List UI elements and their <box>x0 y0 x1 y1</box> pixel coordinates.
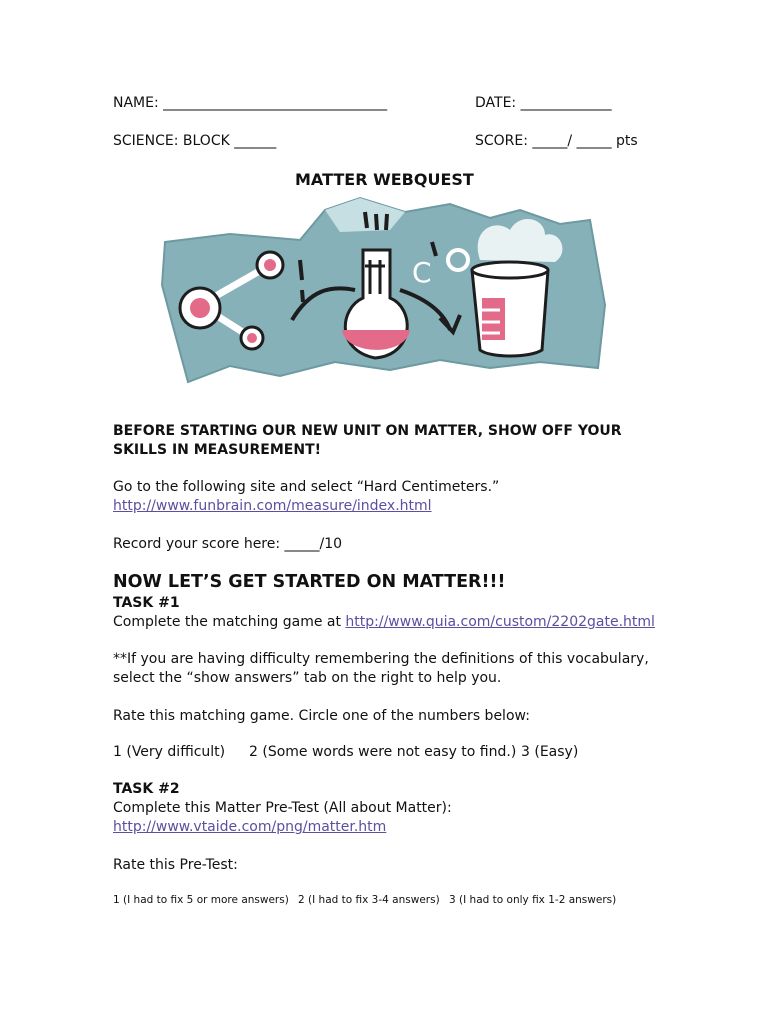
intro-heading-line1: BEFORE STARTING OUR NEW UNIT ON MATTER, SHOW OFF YOUR <box>113 423 622 439</box>
task2-instruction: Complete this Matter Pre-Test (All about Matter): <box>113 800 452 816</box>
intro-instruction: Go to the following site and select “Hard Centimeters.” <box>113 479 500 495</box>
beaker-icon <box>472 262 548 356</box>
task1-rate-prompt: Rate this matching game. Circle one of the numbers below: <box>113 708 530 724</box>
task1-option-2: 2 (Some words were not easy to find.) <box>249 744 517 760</box>
funbrain-link[interactable]: http://www.funbrain.com/measure/index.html <box>113 498 432 514</box>
task1-option-1: 1 (Very difficult) <box>113 744 226 760</box>
task1-instruction <box>113 613 655 632</box>
task2-option-2: 2 (I had to fix 3-4 answers) <box>298 894 440 906</box>
task1-heading: TASK #1 <box>113 595 180 611</box>
section-heading: NOW LET’S GET STARTED ON MATTER!!! <box>113 572 506 592</box>
task2-option-1: 1 (I had to fix 5 or more answers) <box>113 894 289 906</box>
task1-hint-line1: **If you are having difficulty remembering the definitions of this vocabulary, <box>113 651 649 667</box>
science-block-label: SCIENCE: BLOCK ______ <box>113 133 277 149</box>
quia-link[interactable]: http://www.quia.com/custom/2202gate.html <box>345 614 655 630</box>
vtaide-link[interactable]: http://www.vtaide.com/png/matter.htm <box>113 819 387 835</box>
score-field-label: SCORE: _____/ _____ pts <box>475 133 638 149</box>
task1-option-3: 3 (Easy) <box>521 744 579 760</box>
task2-option-3: 3 (I had to only fix 1-2 answers) <box>449 894 617 906</box>
date-field-label: DATE: _____________ <box>475 95 612 111</box>
letter-c-glyph: C <box>412 256 432 289</box>
page-title: MATTER WEBQUEST <box>295 170 474 189</box>
task2-heading: TASK #2 <box>113 781 180 797</box>
science-clipart <box>160 190 610 400</box>
task1-hint-line2: select the “show answers” tab on the right to help you. <box>113 670 502 686</box>
name-field-label: NAME: ________________________________ <box>113 95 388 111</box>
record-score-line: Record your score here: _____/10 <box>113 536 343 552</box>
task2-rate-prompt: Rate this Pre-Test: <box>113 857 238 873</box>
task1-instruction-prefix: Complete the matching game at <box>113 614 346 630</box>
intro-heading-line2: SKILLS IN MEASUREMENT! <box>113 442 322 458</box>
